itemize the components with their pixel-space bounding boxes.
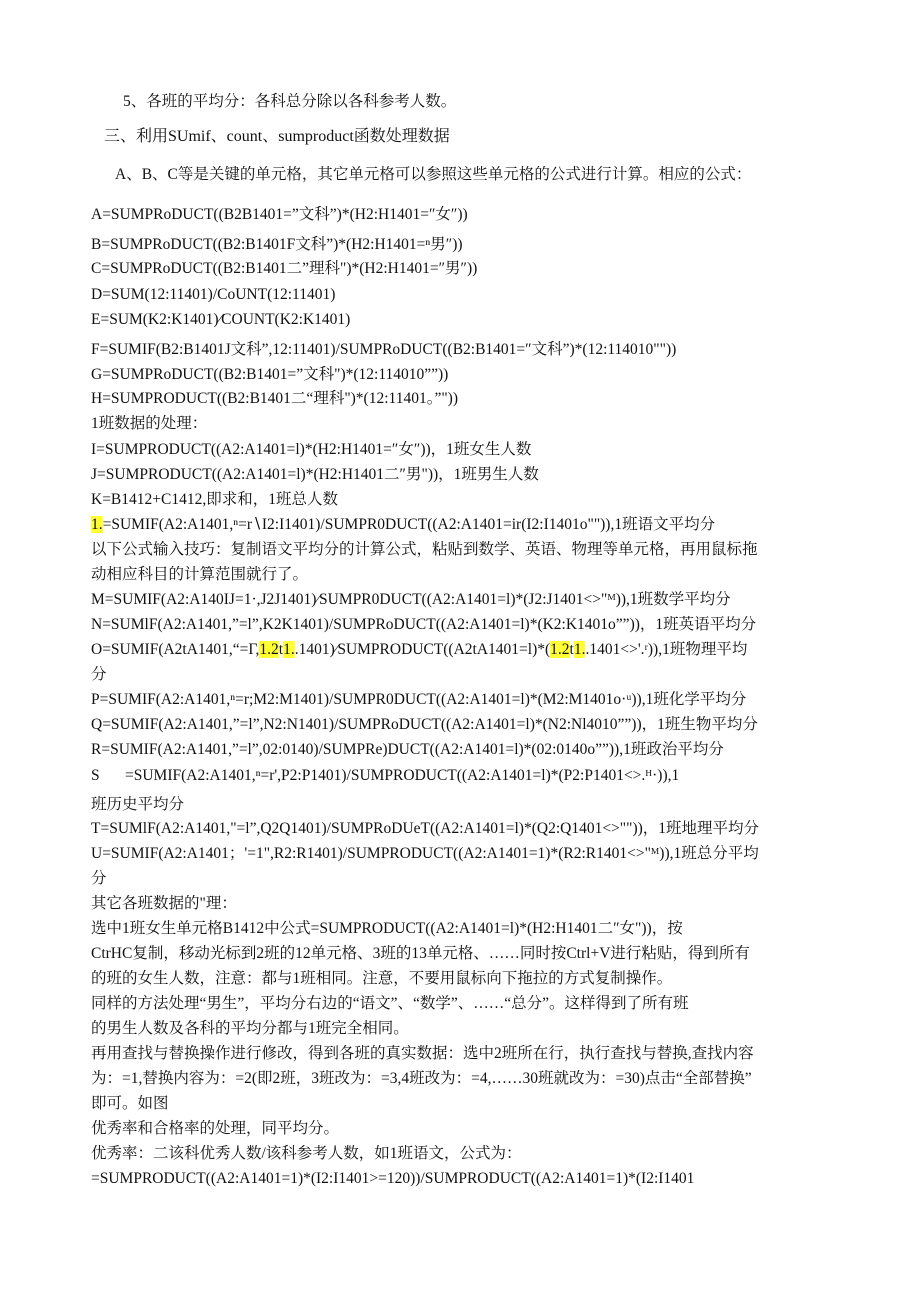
formula-u: U=SUMIF(A2:A1401；'=1",R2:R1401)/SUMPRODUCT((A2:A1401=1)*(R2:R1401<>"ᴹ)),1班总分平均 [91, 845, 759, 862]
formula-a: A=SUMPRoDUCT((B2B1401=”文科”)*(H2:H1401=″女″)) [91, 206, 468, 223]
class1-heading: 1班数据的处理： [91, 415, 208, 432]
formula-l [91, 514, 715, 536]
highlight-o-2: 1. [283, 641, 295, 658]
para-1-line-2: CtrHC复制，移动光标到2班的12单元格、3班的13单元格、……同时按Ctrl+V进行粘贴，得到所有 [91, 945, 750, 962]
formula-h: H=SUMPRODUCT((B2:B1401二“理科")*(12:11401。”")) [91, 390, 458, 407]
formula-m: M=SUMIF(A2:A140IJ=1·,J2J1401)∕SUMPR0DUCT((A2:A1401=l)*(J2:J1401<>"ᴹ)),1班数学平均分 [91, 591, 731, 608]
para-1-line-3: 的班的女生人数，注意：都与1班相同。注意，不要用鼠标向下拖拉的方式复制操作。 [91, 970, 673, 987]
other-classes-heading: 其它各班数据的"理： [91, 895, 237, 912]
highlight-o-4: 1. [573, 641, 586, 658]
formula-p: P=SUMIF(A2:A1401,ⁿ=r;M2:M1401)/SUMPR0DUCT((A2:A1401=l)*(M2:M1401o·ᵘ)),1班化学平均分 [91, 691, 747, 708]
para-2-line-1: 同样的方法处理“男生”，平均分右边的“语文”、“数学”、……“总分”。这样得到了所有班 [91, 995, 689, 1012]
formula-o-part1: O=SUMIF(A2tA1401,“=Γ, [91, 641, 260, 658]
tip-line-1: 以下公式输入技巧：复制语文平均分的计算公式，粘贴到数学、英语、物理等单元格，再用鼠标拖 [91, 541, 758, 558]
line-3: A、B、C等是关键的单元格，其它单元格可以参照这些单元格的公式进行计算。相应的公式： [115, 166, 752, 183]
formula-j: J=SUMPRODUCT((A2:A1401=l)*(H2:H1401二″男"))，1班男生人数 [91, 466, 539, 483]
formula-t: T=SUMlF(A2:A1401,"=l”,Q2Q1401)/SUMPRoDUeT((A2:A1401=l)*(Q2:Q1401<>""))，1班地理平均分 [91, 820, 760, 837]
formula-d: D=SUM(12:11401)/CoUNT(12:11401) [91, 286, 336, 303]
formula-o-cont: 分 [91, 666, 107, 683]
para-5: 优秀率：二该科优秀人数/该科参考人数，如1班语文，公式为： [91, 1145, 522, 1162]
para-3-line-2: 为：=1,替换内容为：=2(即2班，3班改为：=3,4班改为：=4,……30班就改为：=30)点击“全部替换” [91, 1070, 752, 1087]
highlight-o-3: 1.2 [550, 641, 570, 658]
formula-n: N=SUMlF(A2:A1401,”=l”,K2K1401)/SUMPRoDUCT((A2:A1401=l)*(K2:K1401o””))，1班英语平均分 [91, 616, 757, 633]
para-2-line-2: 的男生人数及各科的平均分都与1班完全相同。 [91, 1020, 409, 1037]
formula-i: I=SUMPRODUCT((A2:A1401=l)*(H2:H1401=″女″))，1班女生人数 [91, 441, 532, 458]
formula-o-sep2: t [569, 641, 574, 658]
para-4: 优秀率和合格率的处理，同平均分。 [91, 1120, 340, 1137]
formula-r: R=SUMIF(A2:A1401,”=l”,02:0140)/SUMPRe)DUCT((A2:A1401=l)*(02:0140o””)),1班政治平均分 [91, 741, 724, 758]
formula-f: F=SUMIF(B2:B1401J文科”,12:11401)/SUMPRoDUCT((B2:B1401=″文科”)*(12:114010"")) [91, 341, 677, 358]
highlight-l: 1. [91, 516, 103, 533]
formula-o [91, 639, 747, 661]
formula-o-part2: .1401)∕SUMPRODUCT((A2tA1401=l)*( [294, 641, 551, 658]
formula-s: =SUMIF(A2:A1401,ⁿ=r',P2:P1401)/SUMPRODUCT((A2:A1401=l)*(P2:P1401<>.ᴴ·)),1 [125, 767, 680, 784]
section-heading: 三、利用SUmif、count、sumproduct函数处理数据 [104, 128, 450, 145]
formula-o-sep1: t [278, 641, 284, 658]
tip-line-2: 动相应科目的计算范围就行了。 [91, 566, 309, 583]
formula-l-text: =SUMIF(A2:A1401,ⁿ=r∖I2:I1401)/SUMPR0DUCT((A2:A1401=ir(I2:I1401o"")),1班语文平均分 [102, 516, 716, 533]
formula-e: E=SUM(K2:K1401)∕COUNT(K2:K1401) [91, 311, 351, 328]
para-3-line-3: 即可。如图 [91, 1095, 169, 1112]
formula-c: C=SUMPRoDUCT((B2:B1401二”理科")*(H2:H1401=″男″)) [91, 260, 478, 277]
formula-o-part3: .1401<>'.ʳ)),1班物理平均 [585, 641, 748, 658]
para-5-formula: =SUMPRODUCT((A2:A1401=1)*(I2:I1401>=120))/SUMPRODUCT((A2:A1401=1)*(I2:I1401 [91, 1170, 695, 1187]
para-3-line-1: 再用查找与替换操作进行修改，得到各班的真实数据：选中2班所在行，执行查找与替换,查找内容 [91, 1045, 754, 1062]
formula-b: B=SUMPRoDUCT((B2:B1401F文科”)*(H2:H1401=ⁿ男″)) [91, 236, 463, 253]
formula-s-label: S [91, 767, 100, 784]
formula-q: Q=SUMIF(A2:A1401,”=l”,N2:N1401)/SUMPRoDUCT((A2:A1401=l)*(N2:Nl4010””))，1班生物平均分 [91, 716, 758, 733]
line-1: 5、各班的平均分：各科总分除以各科参考人数。 [123, 93, 457, 110]
para-1-line-1: 选中1班女生单元格B1412中公式=SUMPRODUCT((A2:A1401=l)*(H2:H1401二″女"))，按 [91, 920, 683, 937]
formula-s-cont: 班历史平均分 [91, 796, 185, 813]
formula-g: G=SUMPRoDUCT((B2:B1401=”文科")*(12:114010””)) [91, 366, 449, 383]
highlight-o-1: 1.2 [259, 641, 279, 658]
formula-k: K=B1412+C1412,即求和，1班总人数 [91, 491, 338, 508]
formula-u-cont: 分 [91, 870, 107, 887]
